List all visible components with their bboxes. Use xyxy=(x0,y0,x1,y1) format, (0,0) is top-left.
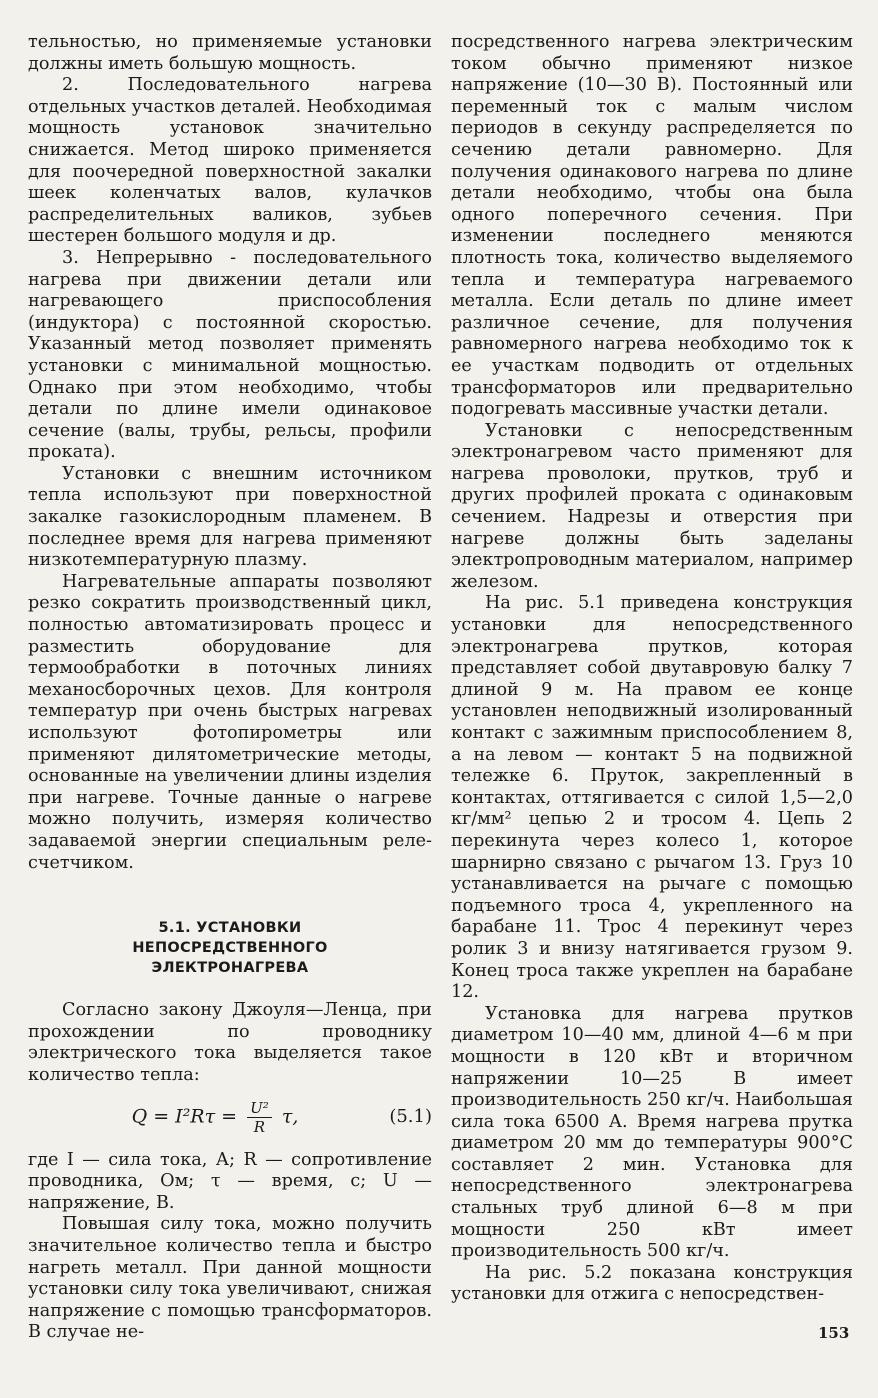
formula-5-1 xyxy=(28,1099,432,1136)
paragraph: Установки с непосредственным электронагревом часто применяют для нагрева проволоки, прутков, труб и других профилей проката с одинаковым сечением. Надрезы и отверстия при нагреве должны быть заделаны электропроводным материалом, например железом. xyxy=(451,420,853,592)
fraction-denominator: R xyxy=(253,1117,266,1136)
paragraph: На рис. 5.1 приведена конструкция установки для непосредственного электронагрева прутков, которая представляет собой двутавровую балку 7 длиной 9 м. На правом ее конце установлен неподвижный изолированный контакт с зажимным приспособлением 8, а на левом — контакт 5 на подвижной тележке 6. Пруток, закрепленный в контактах, оттягивается с силой 1,5—2,0 кг/мм² цепью 2 и тросом 4. Цепь 2 перекинута через колесо 1, которое шарнирно связано с рычагом 13. Груз 10 устанавливается на рычаге с помощью подъемного троса 4, укрепленного на барабане 11. Трос 4 перекинут через ролик 3 и внизу натягивается грузом 9. Конец троса также укреплен на барабане 12. xyxy=(451,593,853,1003)
paragraph: Установки с внешним источником тепла используют при поверхностной закалке газокислородным пламенем. В последнее время для нагрева применяют низкотемпературную плазму. xyxy=(28,463,432,571)
heading-line: НЕПОСРЕДСТВЕННОГО xyxy=(132,940,328,957)
paragraph: Нагревательные аппараты позволяют резко сократить производственный цикл, полностью автоматизировать процесс и разместить оборудование для термообработки в поточных линиях механосборочных цехов. Для контроля температур при очень быстрых нагревах используют фотопирометры или применяют дилятометрические методы, основанные на увеличении длины изделия при нагреве. Точные данные о нагреве можно получить, измеряя количество задаваемой энергии специальным реле-счетчиком. xyxy=(28,571,432,873)
heading-line: ЭЛЕКТРОНАГРЕВА xyxy=(151,960,309,977)
paragraph: Повышая силу тока, можно получить значительное количество тепла и быстро нагреть металл. При данной мощности установки силу тока увеличивают, снижая напряжение с помощью трансформаторов. В случае не- xyxy=(28,1214,432,1343)
right-column xyxy=(451,32,853,1306)
section-heading xyxy=(28,918,432,978)
paragraph: Согласно закону Джоуля—Ленца, при прохождении по проводнику электрического тока выделяется такое количество тепла: xyxy=(28,1000,432,1085)
formula-right: τ, xyxy=(281,1105,299,1128)
paragraph: 2. Последовательного нагрева отдельных участков деталей. Необходимая мощность установок значительно снижается. Метод широко применяется для поочередной поверхностной закалки шеек коленчатых валов, кулачков распределительных валиков, зубьев шестерен большого модуля и др. xyxy=(28,75,432,247)
heading-line: 5.1. УСТАНОВКИ xyxy=(158,920,302,937)
formula-expression xyxy=(28,1099,372,1136)
fraction-numerator: U² xyxy=(247,1099,272,1118)
paragraph: На рис. 5.2 показана конструкция установки для отжига с непосредствен- xyxy=(451,1262,853,1305)
formula-left: Q = I²Rτ = xyxy=(131,1105,244,1128)
formula-fraction xyxy=(247,1099,272,1136)
paragraph: где I — сила тока, А; R — сопротивление проводника, Ом; τ — время, с; U — напряжение, В. xyxy=(28,1149,432,1213)
paragraph: посредственного нагрева электрическим током обычно применяют низкое напряжение (10—30 В). Постоянный или переменный ток с малым числом периодов в секунду распределяется по сечению детали равномерно. Для получения одинакового нагрева по длине детали необходимо, чтобы она была одного поперечного сечения. При изменении последнего меняются плотность тока, количество выделяемого тепла и температура нагреваемого металла. Если деталь по длине имеет различное сечение, для получения равномерного нагрева необходимо ток к ее участкам подводить от отдельных трансформаторов или предварительно подогревать массивные участки детали. xyxy=(451,32,853,420)
paragraph: 3. Непрерывно - последовательного нагрева при движении детали или нагревающего приспособления (индуктора) с постоянной скоростью. Указанный метод позволяет применять установки с минимальной мощностью. Однако при этом необходимо, чтобы детали по длине имели одинаковое сечение (валы, трубы, рельсы, профили проката). xyxy=(28,247,432,463)
formula-number: (5.1) xyxy=(389,1106,432,1128)
page-number: 153 xyxy=(818,1324,850,1342)
paragraph: тельностью, но применяемые установки должны иметь большую мощность. xyxy=(28,32,432,74)
paragraph: Установка для нагрева прутков диаметром 10—40 мм, длиной 4—6 м при мощности в 120 кВт и вторичном напряжении 10—25 В имеет производительность 250 кг/ч. Наибольшая сила тока 6500 А. Время нагрева прутка диаметром 20 мм до температуры 900°С составляет 2 мин. Установка для непосредственного электронагрева стальных труб длиной 6—8 м при мощности 250 кВт имеет производительность 500 кг/ч. xyxy=(451,1003,853,1262)
left-column xyxy=(28,32,432,1344)
